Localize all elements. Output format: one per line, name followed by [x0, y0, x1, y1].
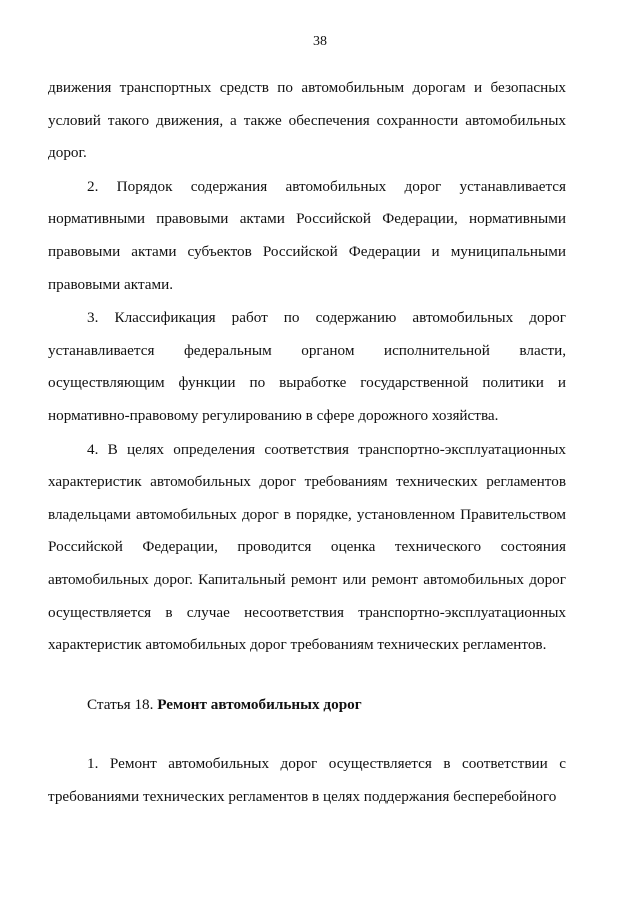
- paragraph-continuation: движения транспортных средств по автомобильным дорогам и безопасных условий такого движения, а также обеспечения сохранности автомобильных дорог.: [48, 79, 566, 162]
- paragraph-item-3: 3. Классификация работ по содержанию автомобильных дорог устанавливается федеральным органом исполнительной власти, осуществляющим функции по выработке государственной политики и нормативно-правовому регулированию в сфере дорожного хозяйства.: [48, 309, 566, 424]
- article-title: Ремонт автомобильных дорог: [157, 695, 362, 713]
- article-heading: [48, 689, 566, 722]
- paragraph-item-2: 2. Порядок содержания автомобильных дорог устанавливается нормативными правовыми актами Российской Федерации, нормативными правовыми актами субъектов Российской Федерации и муниципальными правовыми актами.: [48, 177, 566, 293]
- article-prefix: Статья 18.: [87, 695, 158, 713]
- page-number: 38: [313, 34, 327, 49]
- paragraph-article-item-1: 1. Ремонт автомобильных дорог осуществляется в соответствии с требованиями технических регламентов в целях поддержания бесперебойного: [48, 755, 566, 805]
- document-body: [48, 72, 566, 813]
- paragraph-item-4: 4. В целях определения соответствия транспортно-эксплуатационных характеристик автомобильных дорог требованиям технических регламентов владельцами автомобильных дорог в порядке, установленном Правительством Российской Федерации, проводится оценка технического состояния автомобильных дорог. Капитальный ремонт или ремонт автомобильных дорог осуществляется в случае несоответствия транспортно-эксплуатационных характеристик автомобильных дорог требованиям технических регламентов.: [48, 440, 566, 654]
